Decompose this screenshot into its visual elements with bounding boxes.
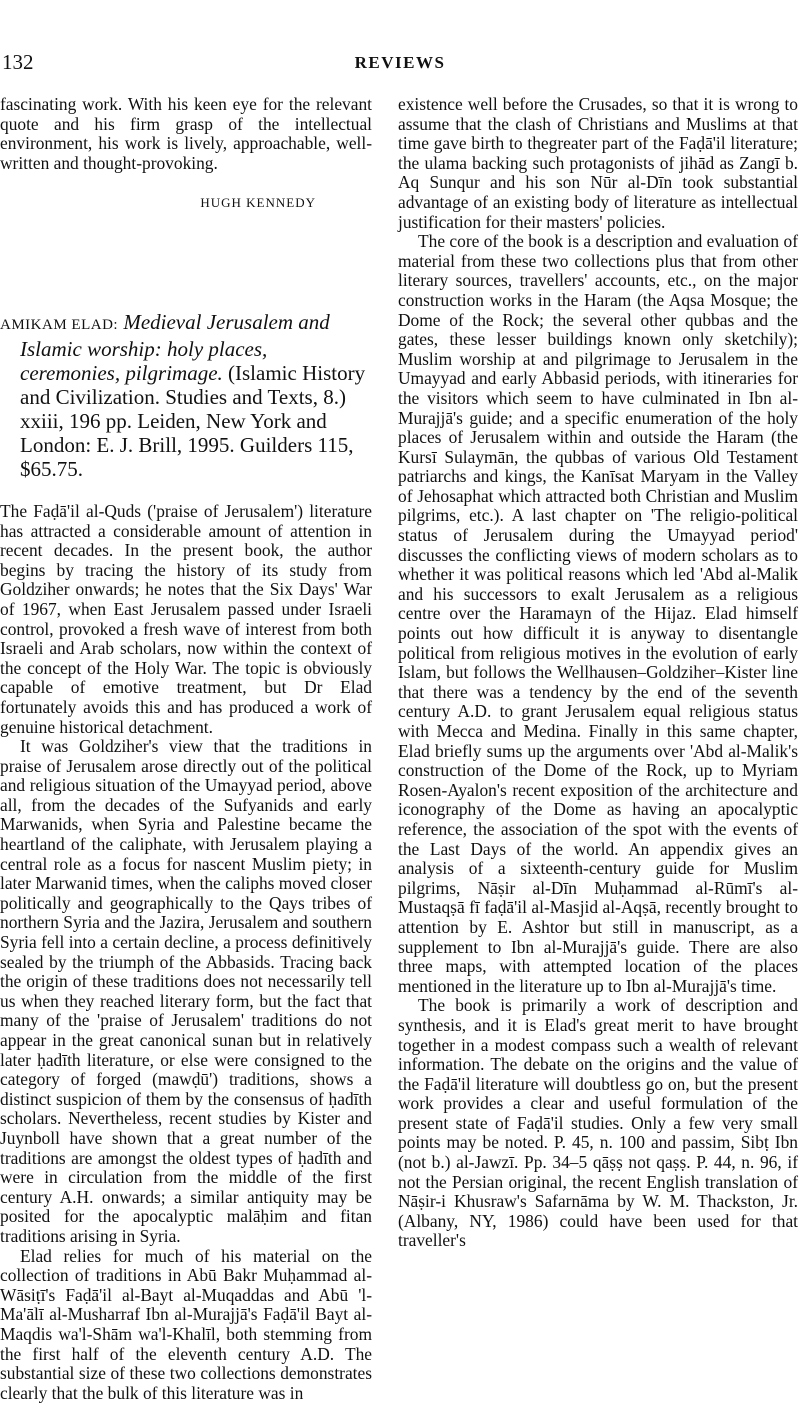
body-paragraph: The core of the book is a description and evaluation of material from these two collections plus that from other literary sources, travellers' accounts, etc., on the major construction works in the Haram (the Aqsa Mosque; the Dome of the Rock; the several other qubbas and the gates, these lesser buildings known only sketchily); Muslim worship at and pilgrimage to Jerusalem in the Umayyad and early Abbasid periods, with itineraries for the visitors which seem to have culminated in Ibn al-Murajjā's guide; and a specific enumeration of the holy places of Jerusalem within and outside the Haram (the Kursī Sulaymān, the qubbas of various Old Testament patriarchs and kings, the Kanīsat Maryam in the Valley of Jehosaphat which attracted both Christian and Muslim pilgrims, etc.). A last chapter on 'The religio-political status of Jerusalem during the Umayyad period' discusses the conflicting views of modern scholars as to whether it was political reasons which led 'Abd al-Malik and his successors to exalt Jerusalem as a religious centre over the Haramayn of the Hijaz. Elad himself points out how difficult it is anyway to disentangle political from religious motives in the evolution of early Islam, but follows the Wellhausen–Goldziher–Kister line that there was a tendency by the end of the seventh century A.D. to grant Jerusalem equal religious status with Mecca and Medina. Finally in this same chapter, Elad briefly sums up the arguments over 'Abd al-Malik's construction of the Dome of the Rock, up to Myriam Rosen-Ayalon's recent exposition of the architecture and iconography of the Dome as having an apocalyptic reference, the association of the spot with the events of the Last Days of the world. An appendix gives an analysis of a sixteenth-century guide for Muslim pilgrims, Nāṣir al-Dīn Muḥammad al-Rūmī's al-Mustaqṣā fī faḍā'il al-Masjid al-Aqṣā, recently brought to attention by E. Ashtor but still in manuscript, as a supplement to Ibn al-Murajjā's guide. There are also three maps, with attempted location of the places mentioned in the literature up to Ibn al-Murajjā's time. xyxy=(398,231,798,996)
previous-review-end: fascinating work. With his keen eye for the relevant quote and his firm grasp of the intellectual environment, his work is lively, approachable, well-written and thought-provoking. xyxy=(0,94,372,173)
body-paragraph: Elad relies for much of his material on the collection of traditions in Abū Bakr Muḥammad al-Wāsiṭī's Faḍā'il al-Bayt al-Muqaddas and Abū 'l-Ma'ālī al-Musharraf Ibn al-Murajjā's Faḍā'il Bayt al-Maqdis wa'l-Shām wa'l-Khalīl, both stemming from the first half of the eleventh century A.D. The substantial size of these two collections demonstrates clearly that the bulk of this literature was in xyxy=(0,1245,372,1403)
reviewer-signature: HUGH KENNEDY xyxy=(200,195,316,211)
body-paragraph: The Faḍā'il al-Quds ('praise of Jerusalem') literature has attracted a considerable amount of attention in recent decades. In the present book, the author begins by tracing the history of its study from Goldziher onwards; he notes that the Six Days' War of 1967, when East Jerusalem passed under Israeli control, provoked a fresh wave of interest from both Israeli and Arab scholars, now within the context of the concept of the Holy War. The topic is obviously capable of emotive treatment, but Dr Elad fortunately avoids this and has produced a work of genuine historical detachment. xyxy=(0,500,372,737)
running-title: REVIEWS xyxy=(354,53,446,72)
book-author: AMIKAM ELAD: xyxy=(0,316,119,333)
book-title: Medieval Jerusalem and Islamic worship: holy places, ceremonies, pilgrimage. xyxy=(20,309,330,385)
page-number: 132 xyxy=(2,50,34,74)
body-paragraph: existence well before the Crusades, so that it is wrong to assume that the clash of Christians and Muslims at that time gave birth to thegreater part of the Faḍā'il literature; the ulama backing such protagonists of jihād as Zangī b. Aq Sunqur and his son Nūr al-Dīn took substantial advantage of an existing body of literature as intellectual justification for their masters' policies. xyxy=(398,94,798,232)
left-column xyxy=(0,95,372,1403)
body-paragraph: It was Goldziher's view that the traditions in praise of Jerusalem arose directly out of the political and religious situation of the Umayyad period, above all, from the decades of the Sufyanids and early Marwanids, when Syria and Palestine became the heartland of the caliphate, with Jerusalem playing a central role as a focus for nascent Muslim piety; in later Marwanid times, when the caliphs moved closer politically and geographically to the Qays tribes of northern Syria and the Jazira, Jerusalem and southern Syria fell into a certain decline, a process definitively sealed by the triumph of the Abbasids. Tracing back the origin of these traditions does not necessarily tell us when they reached literary form, but the fact that many of the 'praise of Jerusalem' traditions do not appear in the great canonical sunan but in relatively later ḥadīth literature, or else were consigned to the category of forged (mawḍū') traditions, shows a distinct suspicion of them by the consensus of ḥadīth scholars. Nevertheless, recent studies by Kister and Juynboll have shown that a great number of the traditions are amongst the oldest types of ḥadīth and were in circulation from the middle of the first century A.H. onwards; a similar antiquity may be posited for the apocalyptic malāḥim and fitan traditions arising in Syria. xyxy=(0,736,372,1246)
book-heading xyxy=(0,310,372,481)
body-paragraph: The book is primarily a work of description and synthesis, and it is Elad's great merit to have brought together in a modest compass such a wealth of relevant information. The debate on the origins and the value of the Faḍā'il literature will doubtless go on, but the present work provides a clear and useful formulation of the present state of Faḍā'il studies. Only a few very small points may be noted. P. 45, n. 100 and passim, Sibṭ Ibn (not b.) al-Jawzī. Pp. 34–5 qāṣṣ not qaṣṣ. P. 44, n. 96, if not the Persian original, the recent English translation of Nāṣir-i Khusraw's Safarnāma by W. M. Thackston, Jr. (Albany, NY, 1986) could have been used for that traveller's xyxy=(398,995,798,1251)
right-column xyxy=(398,95,798,1251)
book-details: (Islamic History and Civilization. Studies and Texts, 8.) xxiii, 196 pp. Leiden, New York and London: E. J. Brill, 1995. Guilders 115, $65.75. xyxy=(20,360,366,481)
review-body-left xyxy=(0,502,372,1403)
running-head xyxy=(0,50,800,80)
